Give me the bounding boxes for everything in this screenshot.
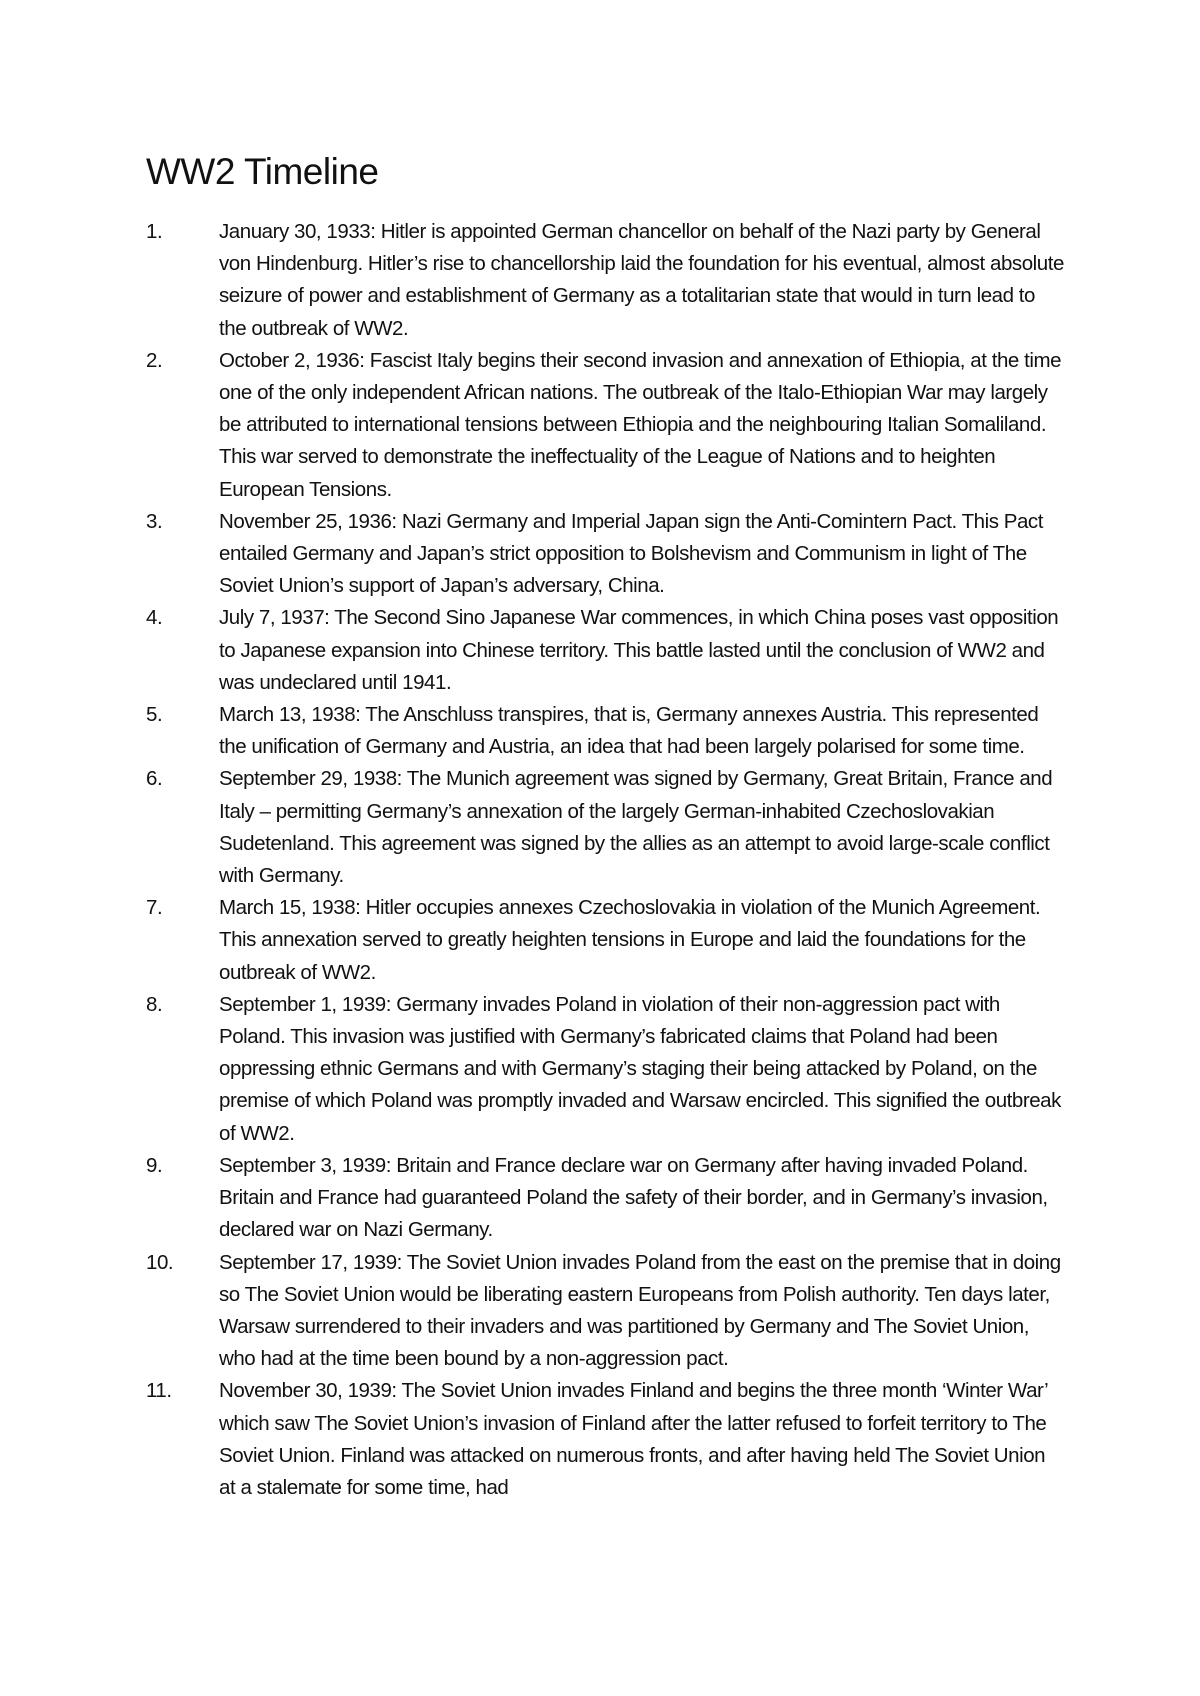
timeline-entry-5: [0, 699, 1064, 763]
entry-text: November 25, 1936: Nazi Germany and Imperial Japan sign the Anti-Comintern Pact. This Pact entailed Germany and Japan’s strict opposition to Bolshevism and Communism in light of The Soviet Union’s support of Japan’s adversary, China.: [219, 509, 1043, 598]
timeline-entry-9: [0, 1150, 1064, 1247]
entry-number: 9.: [146, 1153, 163, 1177]
timeline-entry-3: [0, 506, 1064, 603]
entry-number: 6.: [146, 767, 163, 791]
document-title: WW2 Timeline: [146, 151, 379, 192]
timeline-entry-7: [0, 892, 1064, 989]
entry-text: July 7, 1937: The Second Sino Japanese War commences, in which China poses vast opposition to Japanese expansion into Chinese territory. This battle lasted until the conclusion of WW2 and was undeclared until 1941.: [219, 606, 1059, 694]
timeline-entry-4: [0, 602, 1064, 699]
timeline-entry-1: [0, 216, 1064, 345]
entry-number: 11.: [146, 1379, 172, 1403]
timeline-entry-11: [0, 1375, 1064, 1504]
entry-number: 2.: [146, 348, 163, 372]
entry-text: September 1, 1939: Germany invades Poland in violation of their non-aggression pact with Poland. This invasion was justified with Germany’s fabricated claims that Poland had been oppressing ethnic Germans and with Germany’s staging their being attacked by Poland, on the premise of which Poland was promptly invaded and Warsaw encircled. This signified the outbreak of WW2.: [219, 992, 1061, 1145]
timeline-entry-2: [0, 345, 1064, 506]
entry-text: September 29, 1938: The Munich agreement was signed by Germany, Great Britain, France and Italy – permitting Germany’s annexation of the largely German-inhabited Czechoslovakian Sudetenland. This agreement was signed by the allies as an attempt to avoid large-scale conflict with Germany.: [219, 767, 1053, 888]
entry-text: January 30, 1933: Hitler is appointed German chancellor on behalf of the Nazi party by General von Hindenburg. Hitler’s rise to chancellorship laid the foundation for his eventual, almost absolute seizure of power and establishment of Germany as a totalitarian state that would in turn lead to the outbreak of WW2.: [219, 220, 1064, 340]
entry-number: 5.: [146, 703, 163, 727]
entry-number: 4.: [146, 606, 163, 630]
entry-text: November 30, 1939: The Soviet Union invades Finland and begins the three month ‘Winter War’ which saw The Soviet Union’s invasion of Finland after the latter refused to forfeit territory to The Soviet Union. Finland was attacked on numerous fronts, and after having held The Soviet Union at a stalemate for some time, had: [219, 1379, 1048, 1499]
entry-text: October 2, 1936: Fascist Italy begins their second invasion and annexation of Ethiopia, at the time one of the only independent African nations. The outbreak of the Italo-Ethiopian War may largely be attributed to international tensions between Ethiopia and the neighbouring Italian Somaliland. This war served to demonstrate the ineffectuality of the League of Nations and to heighten European Tensions.: [219, 348, 1062, 501]
entry-number: 10.: [146, 1250, 174, 1274]
entry-number: 3.: [146, 509, 163, 533]
timeline-entry-8: [0, 989, 1064, 1150]
timeline-entry-10: [0, 1247, 1064, 1376]
entry-number: 8.: [146, 992, 163, 1016]
entry-number: 7.: [146, 896, 163, 920]
entry-text: September 3, 1939: Britain and France declare war on Germany after having invaded Poland. Britain and France had guaranteed Poland the safety of their border, and in Germany’s invasion, declared war on Nazi Germany.: [219, 1153, 1048, 1242]
entry-text: March 15, 1938: Hitler occupies annexes Czechoslovakia in violation of the Munich Agreement. This annexation served to greatly heighten tensions in Europe and laid the foundations for the outbreak of WW2.: [219, 896, 1041, 984]
entry-text: September 17, 1939: The Soviet Union invades Poland from the east on the premise that in doing so The Soviet Union would be liberating eastern Europeans from Polish authority. Ten days later, Warsaw surrendered to their invaders and was partitioned by Germany and The Soviet Union, who had at the time been bound by a non-aggression pact.: [219, 1250, 1061, 1371]
entry-number: 1.: [146, 220, 163, 243]
entry-text: March 13, 1938: The Anschluss transpires, that is, Germany annexes Austria. This represented the unification of Germany and Austria, an idea that had been largely polarised for some time.: [219, 703, 1039, 759]
timeline-list: [0, 216, 1200, 1504]
timeline-entry-6: [0, 763, 1064, 892]
